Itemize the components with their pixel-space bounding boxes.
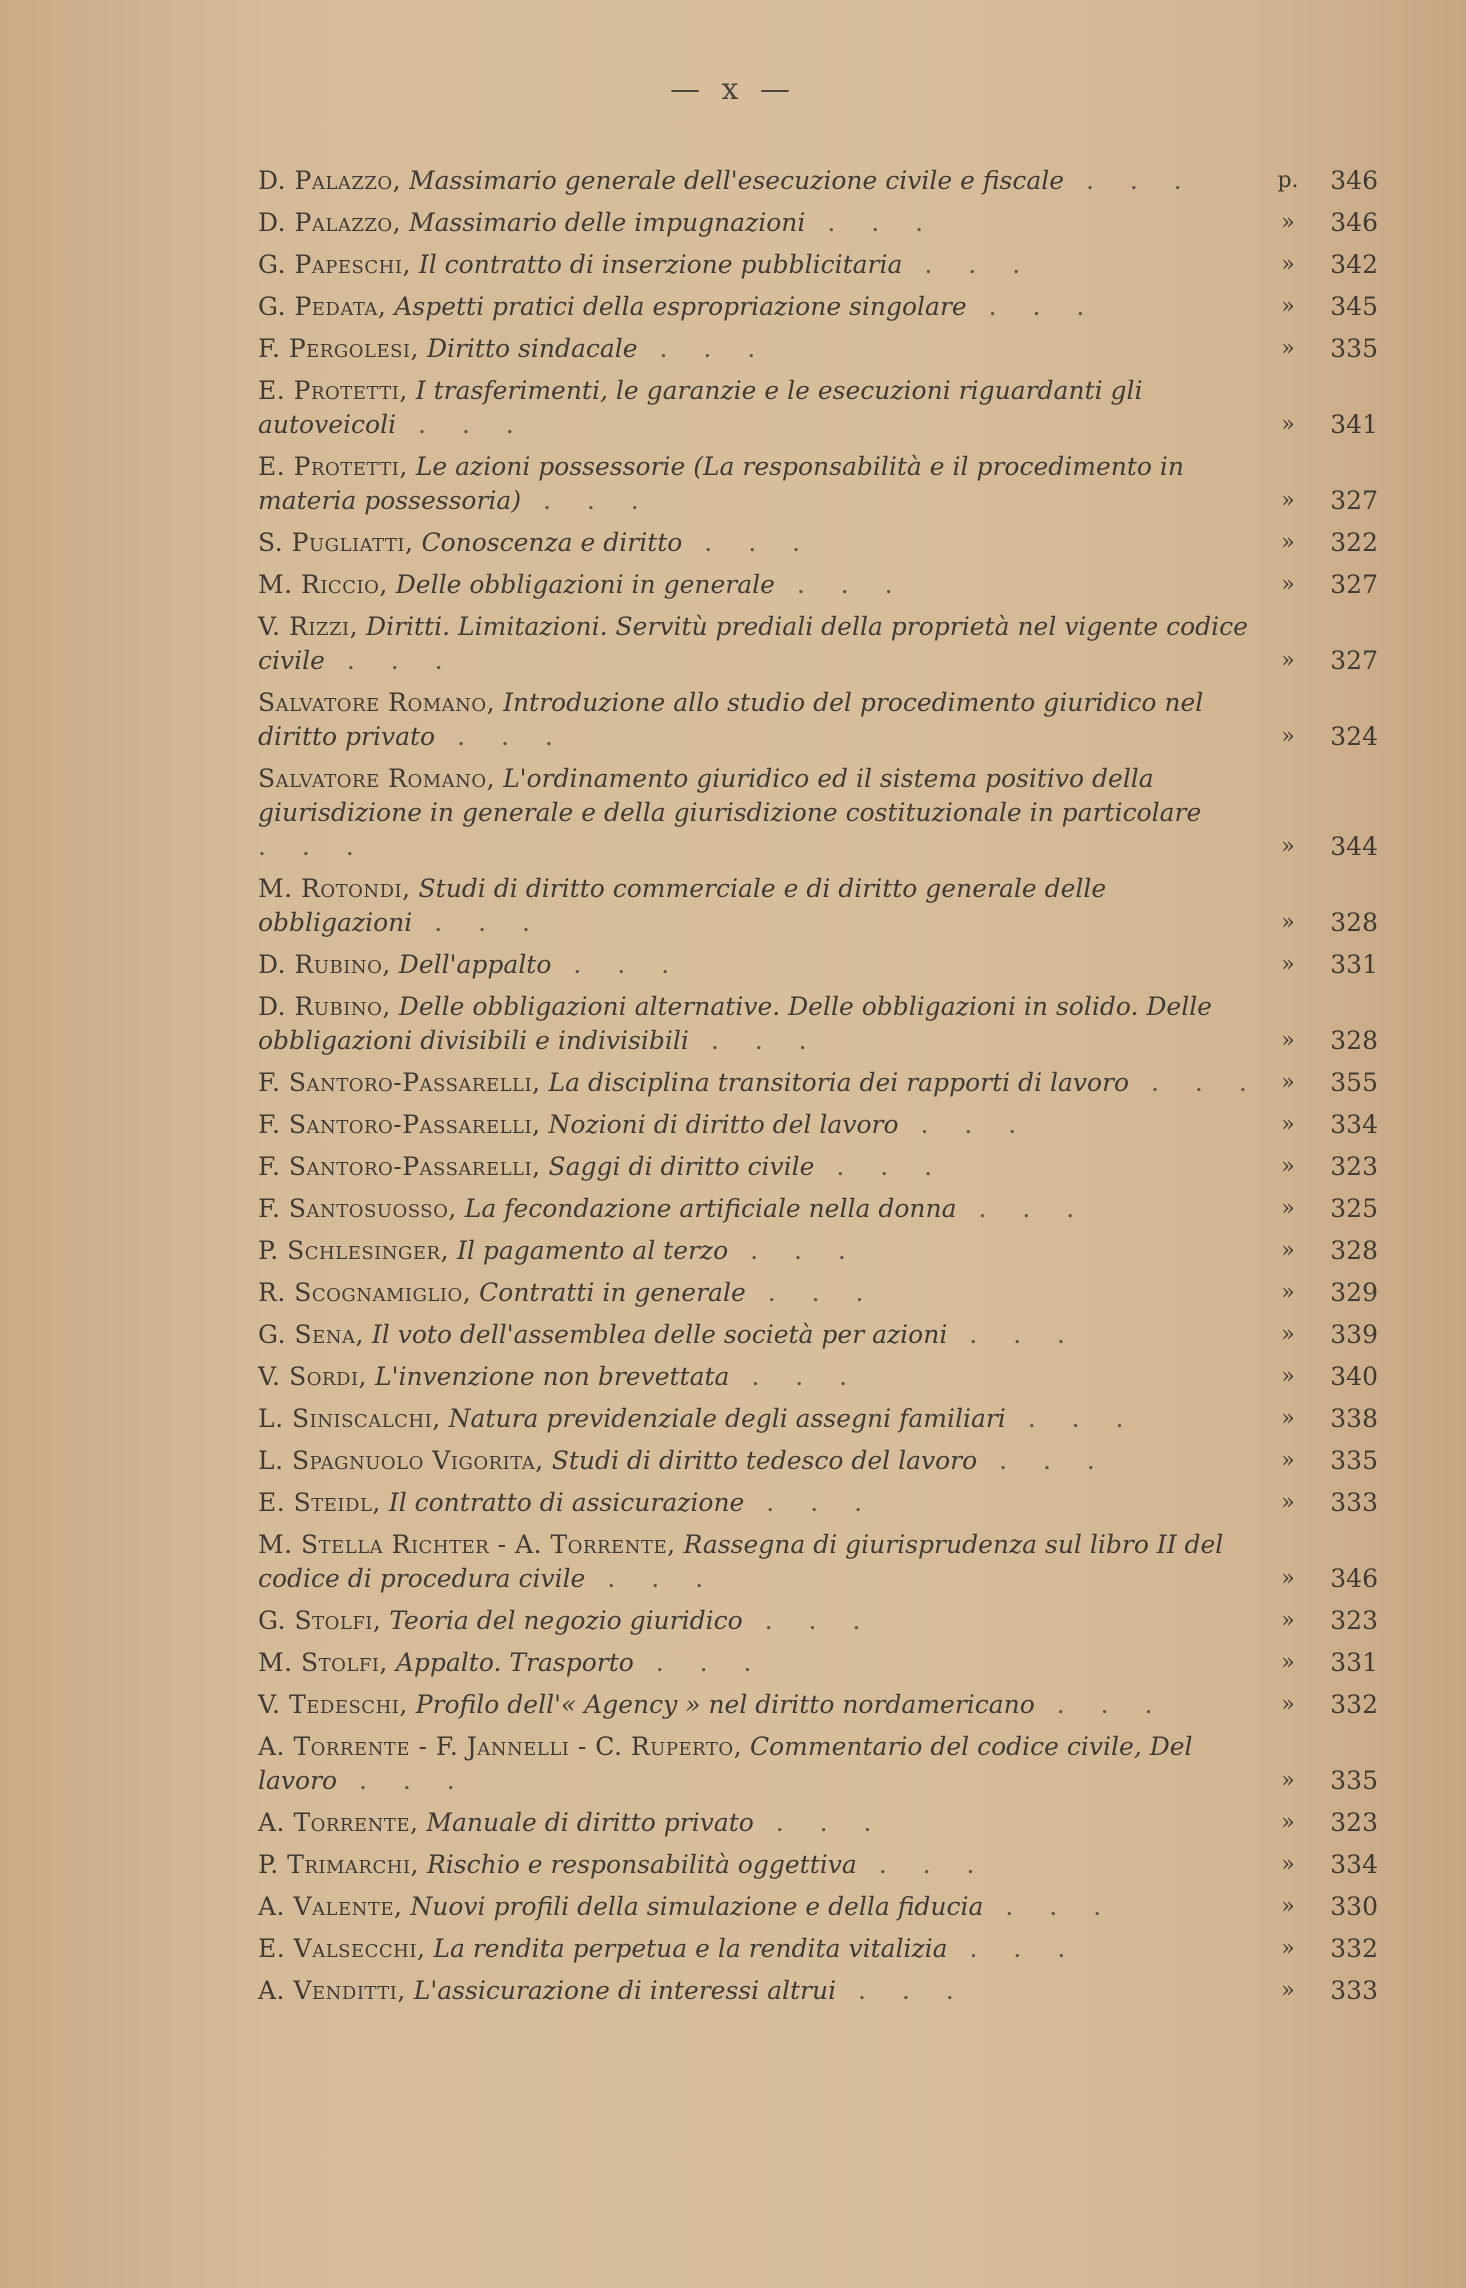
index-entry [258, 1482, 1418, 1524]
entry-author: G. Papeschi, [258, 250, 411, 279]
index-entry [258, 1440, 1418, 1482]
entry-ditto-mark: » [1281, 252, 1295, 277]
entry-title: L'assicurazione di interessi altrui [413, 1976, 837, 2005]
index-entry [258, 1642, 1418, 1684]
entry-text [258, 1192, 1268, 1226]
leader-dots: . . . [551, 950, 684, 979]
entry-author: R. Scognamiglio, [258, 1278, 472, 1307]
entry-text [258, 374, 1268, 442]
leader-dots: . . . [585, 1564, 718, 1593]
entry-ditto-mark: » [1281, 1406, 1295, 1431]
index-entry [258, 1398, 1418, 1440]
page-number: — x — [670, 72, 796, 107]
index-entry [258, 1726, 1418, 1802]
leader-dots: . . . [729, 1362, 862, 1391]
leader-dots: . . . [977, 1446, 1109, 1475]
entry-title: Studi di diritto tedesco del lavoro [551, 1446, 978, 1475]
entry-title: Il voto dell'assemblea delle società per azioni [371, 1320, 948, 1349]
entry-author: A. Torrente, [258, 1808, 419, 1837]
entry-author: F. Santoro-Passarelli, [258, 1110, 541, 1139]
entry-ditto-mark: » [1281, 724, 1295, 749]
entry-ditto-mark: » [1281, 1566, 1295, 1591]
entry-title: Il contratto di assicurazione [388, 1488, 745, 1517]
index-entry [258, 1928, 1418, 1970]
leader-dots: . . . [633, 1648, 766, 1677]
leader-dots: . . . [412, 908, 544, 937]
entry-title: Commentario del codice civile, Del lavoro [258, 1732, 1193, 1795]
entry-page-number: 345 [1330, 292, 1378, 321]
index-entry [258, 1684, 1418, 1726]
entry-text [258, 1528, 1268, 1596]
entry-title: Il contratto di inserzione pubblicitaria [418, 250, 903, 279]
entry-text [258, 332, 1268, 366]
index-entry [258, 868, 1418, 944]
entry-text [258, 990, 1268, 1058]
entry-page-number: 338 [1330, 1404, 1378, 1433]
entry-text [258, 610, 1268, 678]
entry-title: Manuale di diritto privato [426, 1808, 754, 1837]
index-entry [258, 682, 1418, 758]
entry-text [258, 206, 1268, 240]
entry-text [258, 526, 1268, 560]
entry-ditto-mark: » [1281, 1894, 1295, 1919]
entry-author: F. Pergolesi, [258, 334, 419, 363]
entry-ditto-mark: » [1281, 1852, 1295, 1877]
entry-page-number: 324 [1330, 722, 1378, 751]
entry-author: D. Palazzo, [258, 208, 402, 237]
entry-title: Studi di diritto commerciale e di diritto generale delle obbligazioni [258, 874, 1107, 937]
leader-dots: . . . [742, 1606, 875, 1635]
index-entry [258, 758, 1418, 868]
entry-page-number: 346 [1330, 166, 1378, 195]
entry-title: Diritti. Limitazioni. Servitù prediali della proprietà nel vigente codice civile [258, 612, 1248, 675]
entry-author: E. Valsecchi, [258, 1934, 426, 1963]
entry-ditto-mark: » [1281, 1936, 1295, 1961]
index-entry [258, 1188, 1418, 1230]
leader-dots: . . . [688, 1026, 821, 1055]
entry-page-number: 331 [1330, 950, 1378, 979]
entry-author: G. Pedata, [258, 292, 387, 321]
leader-dots: . . . [435, 722, 567, 751]
entry-page-number: 332 [1330, 1690, 1378, 1719]
leader-dots: . . . [1064, 166, 1196, 195]
entry-page-number: 325 [1330, 1194, 1378, 1223]
leader-dots: . . . [814, 1152, 947, 1181]
entry-page-number: 328 [1330, 1026, 1378, 1055]
entry-author: V. Tedeschi, [258, 1690, 408, 1719]
entry-page-number: 333 [1330, 1976, 1378, 2005]
leader-dots: . . . [805, 208, 938, 237]
entry-title: Teoria del negozio giuridico [389, 1606, 743, 1635]
entry-ditto-mark: » [1281, 1112, 1295, 1137]
entry-ditto-mark: » [1281, 530, 1295, 555]
index-entry [258, 944, 1418, 986]
index-entry [258, 606, 1418, 682]
index-entry [258, 1600, 1418, 1642]
entry-page-number: 334 [1330, 1110, 1378, 1139]
entry-ditto-mark: » [1281, 1196, 1295, 1221]
entry-author: M. Riccio, [258, 570, 388, 599]
entry-page-number: 340 [1330, 1362, 1378, 1391]
index-entry [258, 1062, 1418, 1104]
index-entry [258, 564, 1418, 606]
entry-text [258, 1604, 1268, 1638]
entry-ditto-mark: p. [1277, 168, 1299, 193]
entry-page-number: 323 [1330, 1152, 1378, 1181]
entry-page-number: 327 [1330, 486, 1378, 515]
entry-author: F. Santosuosso, [258, 1194, 457, 1223]
entry-ditto-mark: » [1281, 1028, 1295, 1053]
entry-text [258, 1848, 1268, 1882]
index-entry [258, 1272, 1418, 1314]
entry-author: F. Santoro-Passarelli, [258, 1068, 541, 1097]
entry-author: G. Sena, [258, 1320, 364, 1349]
entry-ditto-mark: » [1281, 648, 1295, 673]
index-entry [258, 522, 1418, 564]
leader-dots: . . . [682, 528, 815, 557]
entry-title: Introduzione allo studio del procedimento giuridico nel diritto privato [258, 688, 1204, 751]
entry-ditto-mark: » [1281, 1650, 1295, 1675]
entry-ditto-mark: » [1281, 210, 1295, 235]
entry-ditto-mark: » [1281, 1692, 1295, 1717]
entry-author: A. Valente, [258, 1892, 403, 1921]
entry-ditto-mark: » [1281, 1448, 1295, 1473]
entry-title: Massimario generale dell'esecuzione civile e fiscale [409, 166, 1065, 195]
entry-title: Dell'appalto [398, 950, 552, 979]
entry-text [258, 1974, 1268, 2008]
index-entry [258, 1356, 1418, 1398]
entry-text [258, 762, 1268, 864]
leader-dots: . . . [966, 292, 1099, 321]
entry-ditto-mark: » [1281, 1322, 1295, 1347]
index-entry [258, 370, 1418, 446]
entry-page-number: 327 [1330, 646, 1378, 675]
entry-ditto-mark: » [1281, 1810, 1295, 1835]
entry-title: Nuovi profili della simulazione e della fiducia [410, 1892, 984, 1921]
entry-text [258, 1108, 1268, 1142]
leader-dots: . . . [744, 1488, 877, 1517]
entry-title: La rendita perpetua e la rendita vitalizia [433, 1934, 948, 1963]
entry-page-number: 346 [1330, 208, 1378, 237]
leader-dots: . . . [956, 1194, 1089, 1223]
index-entry [258, 1970, 1418, 2012]
entry-author: Salvatore Romano, [258, 764, 496, 793]
index-entry [258, 1844, 1418, 1886]
entry-text [258, 1890, 1268, 1924]
leader-dots: . . . [836, 1976, 968, 2005]
entry-text [258, 1932, 1268, 1966]
entry-ditto-mark: » [1281, 1070, 1295, 1095]
entry-title: La fecondazione artificiale nella donna [464, 1194, 957, 1223]
entry-text [258, 290, 1268, 324]
entry-author: P. Trimarchi, [258, 1850, 419, 1879]
index-entry [258, 244, 1418, 286]
entry-author: M. Stolfi, [258, 1648, 388, 1677]
leader-dots: . . . [774, 570, 907, 599]
entry-author: P. Schlesinger, [258, 1236, 450, 1265]
entry-page-number: 355 [1330, 1068, 1378, 1097]
index-entry [258, 160, 1418, 202]
entry-author: E. Protetti, [258, 376, 408, 405]
entry-ditto-mark: » [1281, 488, 1295, 513]
entry-page-number: 328 [1330, 1236, 1378, 1265]
leader-dots: . . . [521, 486, 653, 515]
entry-title: L'invenzione non brevettata [374, 1362, 730, 1391]
entry-title: Diritto sindacale [426, 334, 638, 363]
entry-author: A. Torrente - F. Jannelli - C. Ruperto, [258, 1732, 743, 1761]
entry-ditto-mark: » [1281, 1154, 1295, 1179]
entry-title: Nozioni di diritto del lavoro [548, 1110, 899, 1139]
entry-page-number: 335 [1330, 1446, 1378, 1475]
entry-author: L. Siniscalchi, [258, 1404, 441, 1433]
entry-ditto-mark: » [1281, 1608, 1295, 1633]
entry-author: Salvatore Romano, [258, 688, 496, 717]
entry-title: Contratti in generale [479, 1278, 746, 1307]
entry-page-number: 335 [1330, 1766, 1378, 1795]
index-entry [258, 1802, 1418, 1844]
leader-dots: . . . [983, 1892, 1116, 1921]
entry-author: L. Spagnuolo Vigorita, [258, 1446, 544, 1475]
entry-author: F. Santoro-Passarelli, [258, 1152, 541, 1181]
entry-author: S. Pugliatti, [258, 528, 414, 557]
entry-title: Rassegna di giurisprudenza sul libro II del codice di procedura civile [258, 1530, 1224, 1593]
entry-page-number: 331 [1330, 1648, 1378, 1677]
entry-text [258, 1402, 1268, 1436]
leader-dots: . . . [1005, 1404, 1138, 1433]
entry-ditto-mark: » [1281, 1978, 1295, 2003]
entry-ditto-mark: » [1281, 952, 1295, 977]
leader-dots: . . . [258, 832, 368, 861]
index-entry [258, 986, 1418, 1062]
entry-text [258, 568, 1268, 602]
entry-text [258, 1806, 1268, 1840]
entry-ditto-mark: » [1281, 336, 1295, 361]
entry-page-number: 342 [1330, 250, 1378, 279]
entry-ditto-mark: » [1281, 1768, 1295, 1793]
entry-text [258, 1730, 1268, 1798]
entry-page-number: 335 [1330, 334, 1378, 363]
entry-page-number: 334 [1330, 1850, 1378, 1879]
entry-text [258, 1360, 1268, 1394]
entry-page-number: 328 [1330, 908, 1378, 937]
leader-dots: . . . [728, 1236, 860, 1265]
entry-author: M. Rotondi, [258, 874, 411, 903]
leader-dots: . . . [898, 1110, 1031, 1139]
entry-title: I trasferimenti, le garanzie e le esecuzioni riguardanti gli autoveicoli [258, 376, 1143, 439]
entry-title: Le azioni possessorie (La responsabilità e il procedimento in materia possessoria) [258, 452, 1184, 515]
index-entry [258, 1104, 1418, 1146]
index-entry [258, 286, 1418, 328]
entry-ditto-mark: » [1281, 412, 1295, 437]
entry-text [258, 1066, 1268, 1100]
entry-text [258, 948, 1268, 982]
entry-text [258, 872, 1268, 940]
entry-ditto-mark: » [1281, 910, 1295, 935]
entry-title: L'ordinamento giuridico ed il sistema positivo della giurisdizione in generale e della giurisdizione costituzionale in particolare [258, 764, 1202, 827]
entry-ditto-mark: » [1281, 294, 1295, 319]
entry-page-number: 339 [1330, 1320, 1378, 1349]
entry-page-number: 344 [1330, 832, 1378, 861]
entry-text [258, 1276, 1268, 1310]
entry-text [258, 450, 1268, 518]
entry-author: A. Venditti, [258, 1976, 406, 2005]
index-entry [258, 328, 1418, 370]
entry-page-number: 327 [1330, 570, 1378, 599]
leader-dots: . . . [1034, 1690, 1167, 1719]
leader-dots: . . . [947, 1320, 1080, 1349]
entry-title: Aspetti pratici della espropriazione singolare [394, 292, 967, 321]
entry-title: Profilo dell'« Agency » nel diritto nordamericano [415, 1690, 1035, 1719]
entry-text [258, 1688, 1268, 1722]
leader-dots: . . . [856, 1850, 989, 1879]
entry-text [258, 1150, 1268, 1184]
entry-page-number: 323 [1330, 1808, 1378, 1837]
entry-title: Rischio e responsabilità oggettiva [426, 1850, 857, 1879]
entry-text [258, 1646, 1268, 1680]
entry-page-number: 346 [1330, 1564, 1378, 1593]
leader-dots: . . . [753, 1808, 886, 1837]
entry-title: La disciplina transitoria dei rapporti di lavoro [548, 1068, 1130, 1097]
entry-title: Delle obbligazioni alternative. Delle obbligazioni in solido. Delle obbligazioni divisibili e indivisibili [258, 992, 1212, 1055]
entry-text [258, 686, 1268, 754]
entry-text [258, 164, 1268, 198]
entry-text [258, 248, 1268, 282]
entry-title: Natura previdenziale degli assegni familiari [448, 1404, 1006, 1433]
index-entry [258, 1314, 1418, 1356]
entry-title: Saggi di diritto civile [548, 1152, 815, 1181]
entry-text [258, 1234, 1268, 1268]
index-entry [258, 1146, 1418, 1188]
entry-ditto-mark: » [1281, 1364, 1295, 1389]
leader-dots: . . . [324, 646, 457, 675]
entry-author: D. Palazzo, [258, 166, 402, 195]
entry-author: V. Sordi, [258, 1362, 368, 1391]
entry-author: D. Rubino, [258, 992, 391, 1021]
entry-title: Delle obbligazioni in generale [395, 570, 775, 599]
entry-title: Il pagamento al terzo [457, 1236, 729, 1265]
leader-dots: . . . [947, 1934, 1080, 1963]
entry-page-number: 330 [1330, 1892, 1378, 1921]
entry-page-number: 332 [1330, 1934, 1378, 1963]
entry-page-number: 341 [1330, 410, 1378, 439]
entry-page-number: 323 [1330, 1606, 1378, 1635]
entry-page-number: 333 [1330, 1488, 1378, 1517]
entry-title: Conoscenza e diritto [421, 528, 683, 557]
leader-dots: . . . [337, 1766, 469, 1795]
entry-author: D. Rubino, [258, 950, 391, 979]
index-entry [258, 446, 1418, 522]
entry-title: Appalto. Trasporto [395, 1648, 634, 1677]
leader-dots: . . . [1129, 1068, 1261, 1097]
entry-ditto-mark: » [1281, 1280, 1295, 1305]
entry-title: Massimario delle impugnazioni [409, 208, 806, 237]
entry-ditto-mark: » [1281, 1238, 1295, 1263]
leader-dots: . . . [396, 410, 528, 439]
entry-page-number: 329 [1330, 1278, 1378, 1307]
entry-author: M. Stella Richter - A. Torrente, [258, 1530, 676, 1559]
index-entry [258, 1886, 1418, 1928]
entry-ditto-mark: » [1281, 1490, 1295, 1515]
index-list [258, 160, 1418, 2012]
entry-author: G. Stolfi, [258, 1606, 382, 1635]
entry-author: V. Rizzi, [258, 612, 359, 641]
leader-dots: . . . [745, 1278, 878, 1307]
index-entry [258, 202, 1418, 244]
entry-author: E. Steidl, [258, 1488, 381, 1517]
entry-author: E. Protetti, [258, 452, 408, 481]
leader-dots: . . . [637, 334, 770, 363]
index-entry [258, 1524, 1418, 1600]
entry-text [258, 1318, 1268, 1352]
entry-ditto-mark: » [1281, 572, 1295, 597]
entry-page-number: 322 [1330, 528, 1378, 557]
entry-text [258, 1486, 1268, 1520]
leader-dots: . . . [902, 250, 1035, 279]
entry-ditto-mark: » [1281, 834, 1295, 859]
entry-text [258, 1444, 1268, 1478]
index-entry [258, 1230, 1418, 1272]
